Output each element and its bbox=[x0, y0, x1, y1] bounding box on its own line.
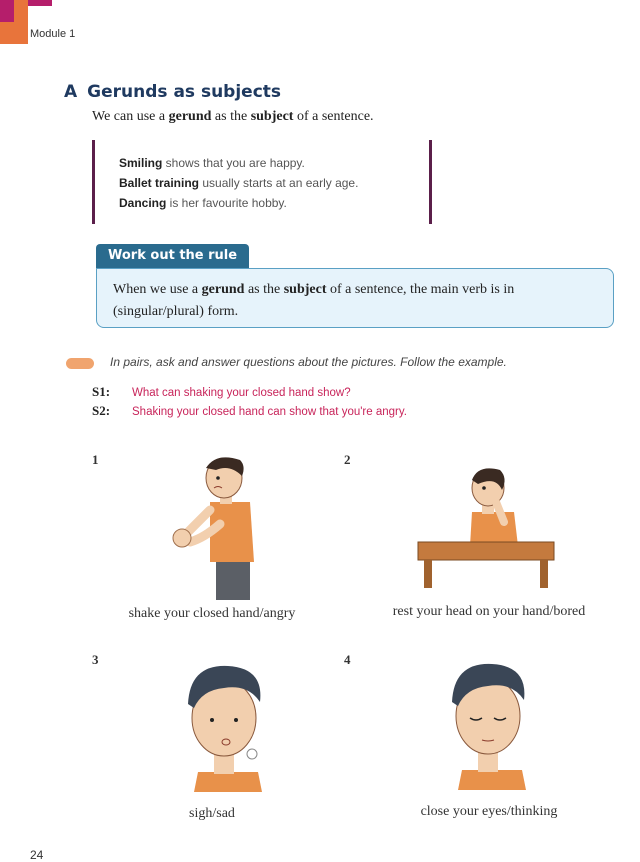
rule-bold: subject bbox=[283, 282, 327, 297]
picture-caption: sigh/sad bbox=[189, 806, 235, 821]
examples-box bbox=[92, 140, 432, 224]
dialog-line-s2 bbox=[92, 403, 407, 419]
rule-part: as the bbox=[244, 282, 284, 297]
speaker-text: What can shaking your closed hand show? bbox=[132, 387, 351, 399]
example-gerund: Smiling bbox=[119, 156, 163, 170]
example-gerund: Ballet training bbox=[119, 176, 200, 190]
section-letter: A bbox=[64, 82, 78, 102]
example-line bbox=[119, 153, 429, 173]
boy-fist-illustration bbox=[160, 452, 270, 602]
picture-number: 2 bbox=[344, 452, 351, 467]
picture-number: 4 bbox=[344, 652, 351, 667]
picture-number: 1 bbox=[92, 452, 99, 467]
example-line bbox=[119, 173, 429, 193]
page-number: 24 bbox=[30, 848, 44, 862]
picture-caption: shake your closed hand/angry bbox=[128, 606, 296, 621]
dialog-line-s1 bbox=[92, 384, 351, 400]
intro-part: We can use a bbox=[92, 109, 169, 124]
intro-text bbox=[92, 109, 374, 125]
rule-part: of a sentence, the main verb is in (singular/plural) form. bbox=[113, 282, 515, 319]
intro-part: of a sentence. bbox=[293, 109, 374, 124]
boy-desk-illustration bbox=[416, 462, 556, 592]
boy-eyes-closed-illustration bbox=[432, 652, 542, 792]
rule-part: When we use a bbox=[113, 282, 202, 297]
section-title bbox=[64, 82, 281, 102]
example-rest: shows that you are happy. bbox=[162, 156, 305, 170]
section-title-text: Gerunds as subjects bbox=[87, 82, 282, 102]
rule-box bbox=[96, 268, 614, 328]
pair-work-badge bbox=[66, 358, 94, 369]
corner-decoration-strip bbox=[28, 0, 52, 6]
corner-decoration-inner bbox=[0, 0, 14, 22]
speaker-label: S2: bbox=[92, 403, 111, 418]
example-line bbox=[119, 193, 429, 213]
rule-tab: Work out the rule bbox=[96, 244, 249, 268]
rule-bold: gerund bbox=[201, 282, 245, 297]
speaker-text: Shaking your closed hand can show that you're angry. bbox=[132, 406, 407, 418]
module-label: Module 1 bbox=[30, 28, 76, 40]
picture-caption: close your eyes/thinking bbox=[420, 804, 558, 819]
example-gerund: Dancing bbox=[119, 196, 167, 210]
speaker-label: S1: bbox=[92, 384, 111, 399]
intro-bold: gerund bbox=[168, 109, 212, 124]
boy-sigh-illustration bbox=[168, 654, 278, 794]
intro-bold: subject bbox=[250, 109, 294, 124]
intro-part: as the bbox=[211, 109, 251, 124]
example-rest: usually starts at an early age. bbox=[199, 176, 359, 190]
picture-caption: rest your head on your hand/bored bbox=[392, 604, 586, 619]
exercise-instruction: In pairs, ask and answer questions about the pictures. Follow the example. bbox=[110, 355, 507, 369]
picture-number: 3 bbox=[92, 652, 99, 667]
example-rest: is her favourite hobby. bbox=[166, 196, 287, 210]
